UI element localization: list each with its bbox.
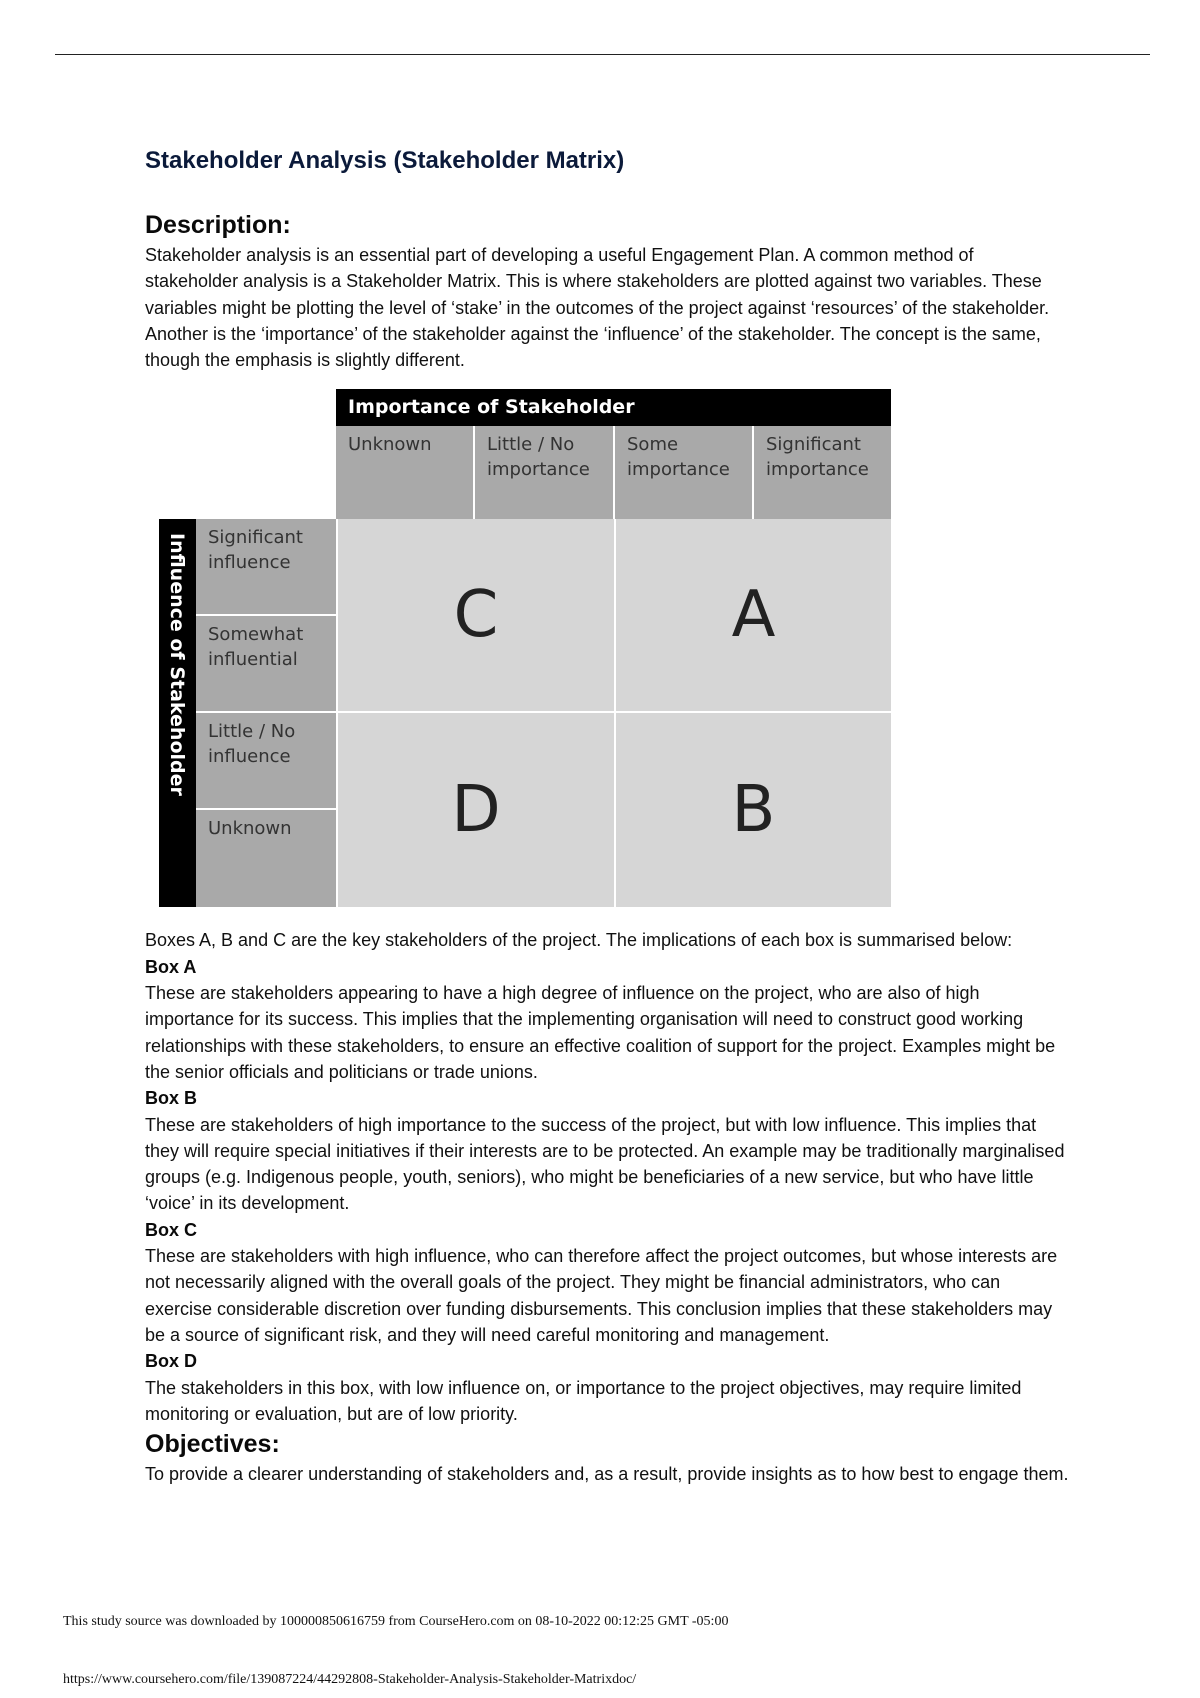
download-notice: This study source was downloaded by 100000850616759 from CourseHero.com on 08-10-2022 00:12:25 GMT -05:00 — [63, 1614, 729, 1629]
stakeholder-matrix — [159, 389, 899, 907]
influence-axis — [159, 519, 196, 907]
box-a-text: These are stakeholders appearing to have a high degree of influence on the project, who are also of high importance for its success. This implies that the implementing organisation will need to construct good working relationships with these stakeholders, to ensure an effective coalition of support for the project. Examples might be the senior officials and politicians or trade unions. — [145, 983, 1056, 1082]
box-a-cell: A — [616, 519, 891, 711]
influence-level-unknown: Unknown — [196, 810, 336, 907]
top-divider — [55, 54, 1150, 55]
box-a-label: Box A — [145, 956, 197, 977]
source-url[interactable]: https://www.coursehero.com/file/139087224/44292808-Stakeholder-Analysis-Stakeholder-Matrixdoc/ — [63, 1672, 637, 1687]
box-c-text: These are stakeholders with high influence, who can therefore affect the project outcomes, but whose interests are not necessarily aligned with the overall goals of the project. They might be financial administrators, who can exercise considerable discretion over funding disbursements. This conclusion implies that these stakeholders may be a source of significant risk, and they will need careful monitoring and management. — [145, 1246, 1058, 1345]
description-heading: Description: — [145, 211, 291, 239]
boxes-intro: Boxes A, B and C are the key stakeholders of the project. The implications of each box is summarised below: — [145, 930, 1013, 951]
importance-level-significant: Significant importance — [754, 426, 891, 519]
box-c-label: Box C — [145, 1219, 198, 1240]
box-d-text: The stakeholders in this box, with low influence on, or importance to the project objectives, may require limited monitoring or evaluation, but are of low priority. — [145, 1377, 1022, 1424]
influence-level-somewhat: Somewhat influential — [196, 616, 336, 711]
box-d-label: Box D — [145, 1351, 198, 1372]
description-text: Stakeholder analysis is an essential part of developing a useful Engagement Plan. A common method of stakeholder analysis is a Stakeholder Matrix. This is where stakeholders are plotted against two variables. These variables might be plotting the level of ‘stake’ in the outcomes of the project against ‘resources’ of the stakeholder. Another is the ‘importance’ of the stakeholder against the ‘influence’ of the stakeholder. The concept is the same, though the emphasis is slightly different. — [145, 245, 1050, 371]
box-b-label: Box B — [145, 1088, 198, 1109]
importance-level-some: Some importance — [615, 426, 752, 519]
objectives-text: To provide a clearer understanding of stakeholders and, as a result, provide insights as to how best to engage them. — [145, 1464, 1069, 1485]
page-title: Stakeholder Analysis (Stakeholder Matrix) — [145, 147, 625, 174]
importance-header: Importance of Stakeholder — [336, 389, 891, 426]
importance-level-little: Little / No importance — [475, 426, 613, 519]
box-b-cell: B — [616, 713, 891, 907]
box-c-cell: C — [338, 519, 614, 711]
influence-level-little: Little / No influence — [196, 713, 336, 808]
document-body — [145, 140, 1070, 1487]
box-d-cell: D — [338, 713, 614, 907]
influence-header: Influence of Stakeholder — [166, 533, 188, 797]
objectives-heading: Objectives: — [145, 1430, 280, 1459]
importance-level-unknown: Unknown — [336, 426, 473, 519]
box-b-text: These are stakeholders of high importance to the success of the project, but with low influence. This implies that they will require special initiatives if their interests are to be protected. An example may be traditionally marginalised groups (e.g. Indigenous people, youth, seniors), who might be beneficiaries of a new service, but who have little ‘voice’ in its development. — [145, 1114, 1065, 1214]
influence-level-significant: Significant influence — [196, 519, 336, 614]
